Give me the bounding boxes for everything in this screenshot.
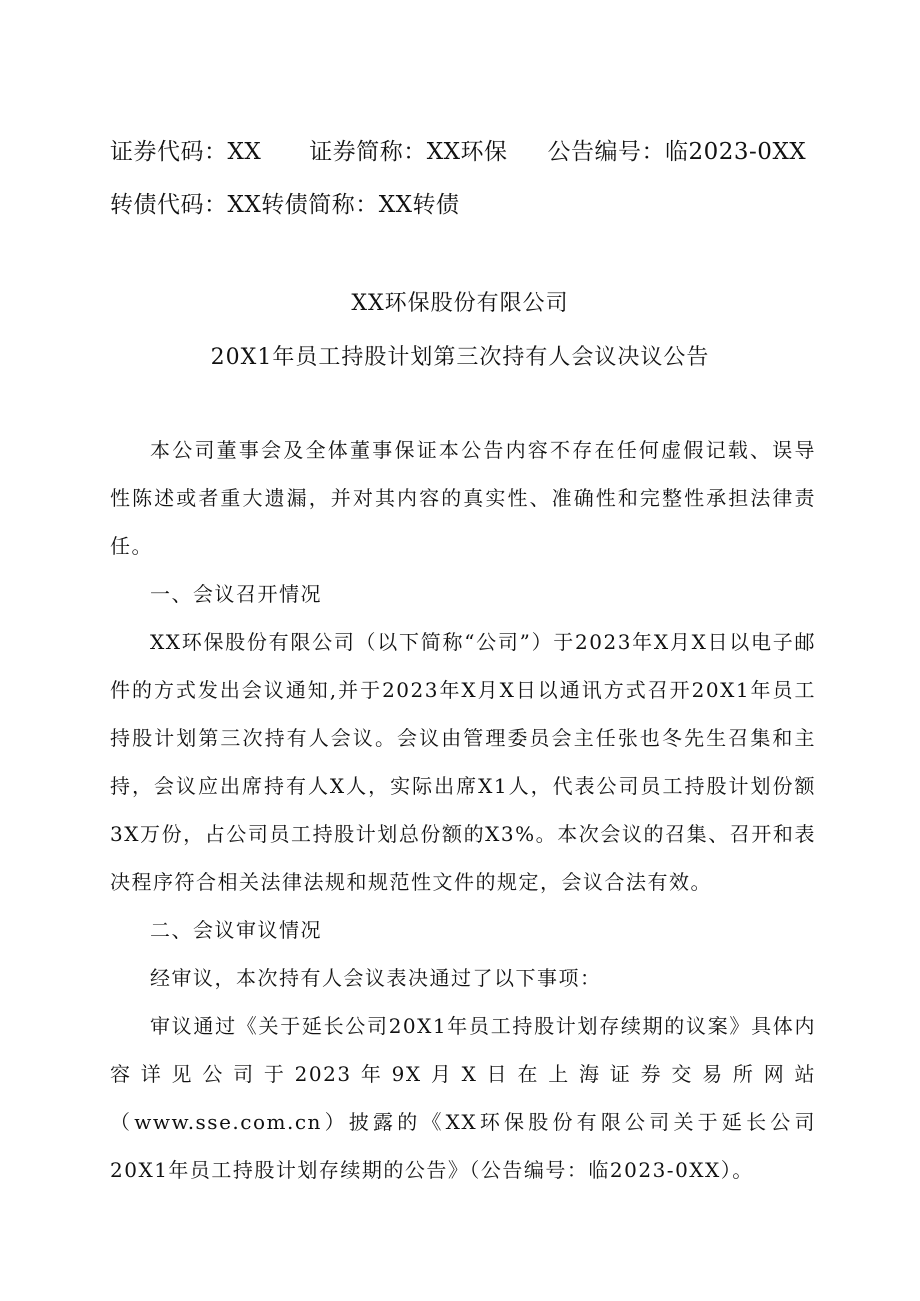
resolution-paragraph: 审议通过《关于延长公司20X1年员工持股计划存续期的议案》具体内容详见公司于2023年9X月X日在上海证券交易所网站（www.sse.com.cn）披露的《XX环保股份有限公司关于延长公司20X1年员工持股计划存续期的公告》（公告编号：临2023-0XX）。	[110, 1014, 816, 1182]
meeting-details-paragraph: XX环保股份有限公司（以下简称“公司”）于2023年X月X日以电子邮件的方式发出会议通知,并于2023年X月X日以通讯方式召开20X1年员工持股计划第三次持有人会议。会议由管理委员会主任张也冬先生召集和主持，会议应出席持有人X人，实际出席X1人，代表公司员工持股计划份额3X万份，占公司员工持股计划总份额的X3%。本次会议的召集、召开和表决程序符合相关法律法规和规范性文件的规定，会议合法有效。	[110, 630, 816, 894]
notice-number: 公告编号：临2023-0XX	[547, 139, 807, 165]
disclaimer-paragraph: 本公司董事会及全体董事保证本公告内容不存在任何虚假记载、误导性陈述或者重大遗漏，并对其内容的真实性、准确性和完整性承担法律责任。	[110, 438, 816, 558]
announcement-body	[110, 426, 816, 1194]
header-securities-line	[110, 133, 806, 166]
header-bond-line: 转债代码：XX转债简称：XX转债	[110, 192, 460, 218]
section-heading-review: 二、会议审议情况	[150, 918, 322, 942]
stock-name: 证券简称：XX环保	[309, 139, 508, 165]
section-heading-meeting: 一、会议召开情况	[150, 582, 322, 606]
company-title: XX环保股份有限公司	[351, 291, 569, 316]
stock-code: 证券代码：XX	[110, 139, 262, 165]
announcement-title: 20X1年员工持股计划第三次持有人会议决议公告	[210, 345, 710, 370]
review-intro-paragraph: 经审议，本次持有人会议表决通过了以下事项：	[150, 966, 602, 990]
